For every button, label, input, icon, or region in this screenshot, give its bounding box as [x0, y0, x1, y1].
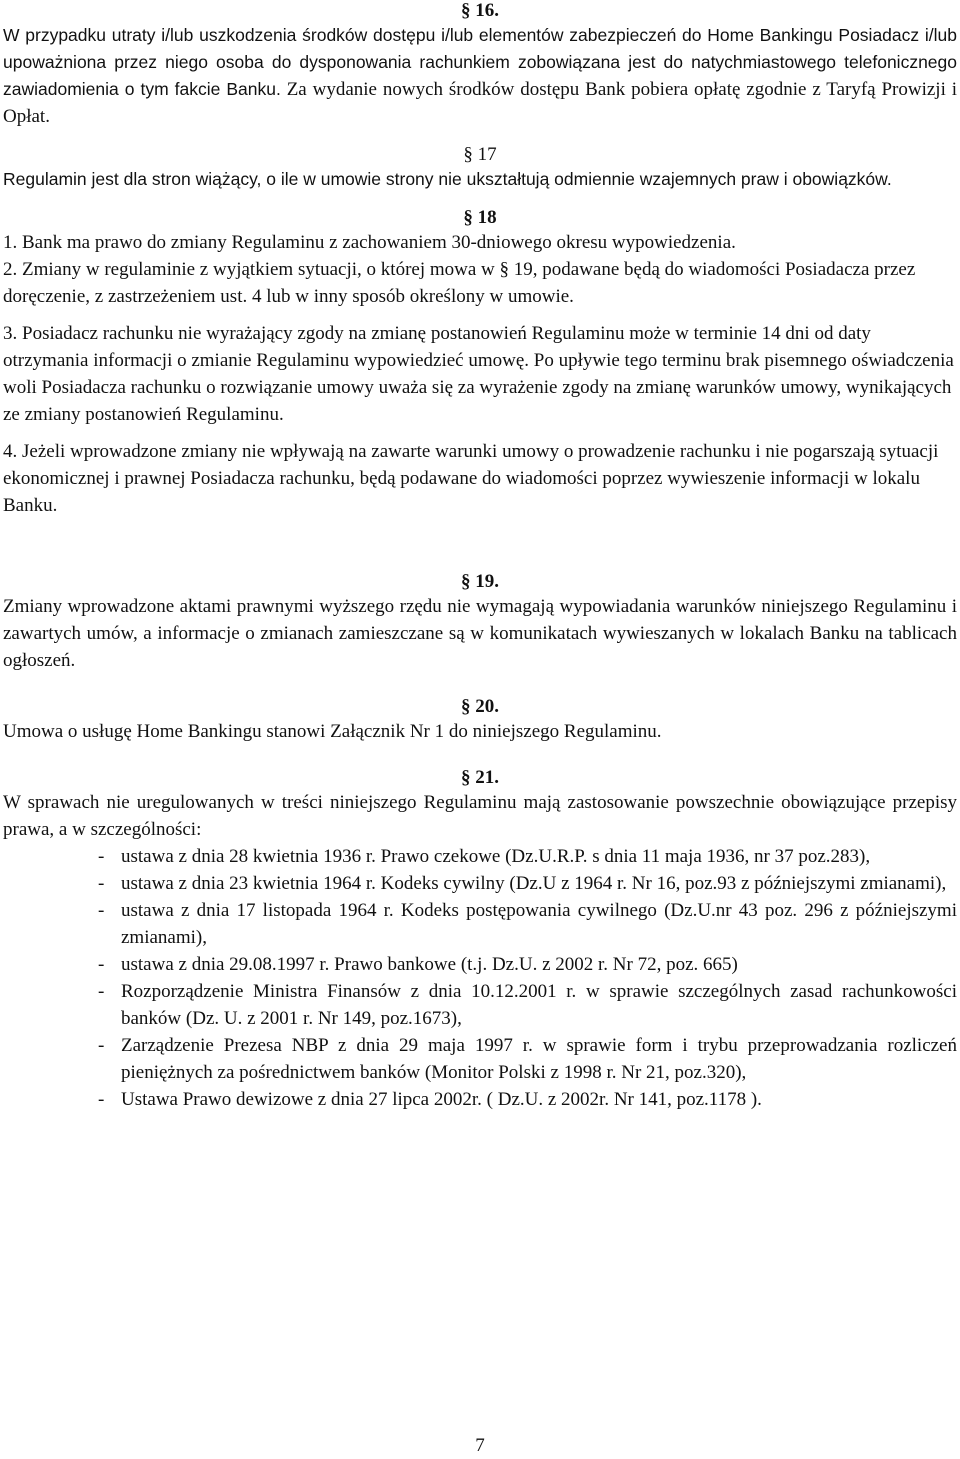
section-16-text: [3, 22, 957, 130]
page-number: 7: [475, 1435, 485, 1456]
legal-reference-item: - ustawa z dnia 29.08.1997 r. Prawo bankowe (t.j. Dz.U. z 2002 r. Nr 72, poz. 665): [3, 951, 957, 978]
section-19-heading: § 19.: [461, 571, 499, 592]
section-16-lead: W przypadku utraty i/lub uszkodzenia środków dostępu i/lub elementów zabezpieczeń do Home Bankingu Posiadacz i/lub upoważniona przez niego osoba do dysponowania rachunkiem zobowiązana jest do natychmiastowego telefonicznego zawiadomienia o tym fakcie Banku.: [3, 25, 957, 99]
section-19: [3, 571, 957, 674]
section-17: [3, 144, 957, 193]
section-18-item: 2. Zmiany w regulaminie z wyjątkiem sytuacji, o której mowa w § 19, podawane będą do wiadomości Posiadacza przez doręczenie, z zastrzeżeniem ust. 4 lub w inny sposób określony w umowie.: [3, 259, 916, 307]
legal-reference-item: - Ustawa Prawo dewizowe z dnia 27 lipca 2002r. ( Dz.U. z 2002r. Nr 141, poz.1178 ).: [3, 1086, 957, 1113]
legal-reference-item: - ustawa z dnia 28 kwietnia 1936 r. Prawo czekowe (Dz.U.R.P. s dnia 11 maja 1936, nr 37 poz.283),: [3, 843, 957, 870]
section-18: [3, 207, 957, 519]
list-dash: -: [98, 1035, 105, 1056]
section-18-item: 3. Posiadacz rachunku nie wyrażający zgody na zmianę postanowień Regulaminu może w terminie 14 dni od daty otrzymania informacji o zmianie Regulaminu wypowiedzieć umowę. Po upływie tego terminu brak pisemnego oświadczenia woli Posiadacza rachunku o rozwiązanie umowy uważa się za wyrażenie zgody na zmianę warunków umowy, wynikających ze zmiany postanowień Regulaminu.: [3, 323, 954, 425]
legal-references-list: [3, 843, 957, 1113]
section-16-tail: Za wydanie nowych środków dostępu Bank pobiera opłatę zgodnie z Taryfą Prowizji i Opłat.: [3, 79, 957, 127]
document-page: [3, 0, 957, 1113]
list-dash: -: [98, 1089, 105, 1110]
section-19-text: Zmiany wprowadzone aktami prawnymi wyższego rzędu nie wymagają wypowiadania warunków niniejszego Regulaminu i zawartych umów, a informacje o zmianach zamieszczane są w komunikatach wywieszanych w lokalach Banku na tablicach ogłoszeń.: [3, 596, 957, 671]
list-dash: -: [98, 954, 105, 975]
section-18-list: [3, 229, 957, 519]
section-20-text: Umowa o usługę Home Bankingu stanowi Załącznik Nr 1 do niniejszego Regulaminu.: [3, 721, 662, 742]
list-dash: -: [98, 846, 105, 867]
legal-reference-item: - ustawa z dnia 23 kwietnia 1964 r. Kodeks cywilny (Dz.U z 1964 r. Nr 16, poz.93 z późniejszymi zmianami),: [3, 870, 957, 897]
list-dash: -: [98, 873, 105, 894]
section-21-text: W sprawach nie uregulowanych w treści niniejszego Regulaminu mają zastosowanie powszechnie obowiązujące przepisy prawa, a w szczególności:: [3, 792, 957, 840]
section-18-item: 4. Jeżeli wprowadzone zmiany nie wpływają na zawarte warunki umowy o prowadzenie rachunku i nie pogarszają sytuacji ekonomicznej i prawnej Posiadacza rachunku, będą podawane do wiadomości poprzez wywieszenie informacji w lokalu Banku.: [3, 441, 939, 516]
section-21-heading: § 21.: [461, 767, 499, 788]
section-20-heading: § 20.: [461, 696, 499, 717]
section-17-heading: § 17: [463, 144, 497, 165]
list-dash: -: [98, 900, 105, 921]
section-18-heading: § 18: [463, 207, 497, 228]
legal-reference-item: - Rozporządzenie Ministra Finansów z dnia 10.12.2001 r. w sprawie szczególnych zasad rachunkowości banków (Dz. U. z 2001 r. Nr 149, poz.1673),: [3, 978, 957, 1032]
section-18-item: 1. Bank ma prawo do zmiany Regulaminu z zachowaniem 30-dniowego okresu wypowiedzenia.: [3, 232, 736, 253]
legal-reference-item: - ustawa z dnia 17 listopada 1964 r. Kodeks postępowania cywilnego (Dz.U.nr 43 poz. 296 z późniejszymi zmianami),: [3, 897, 957, 951]
legal-reference-item: - Zarządzenie Prezesa NBP z dnia 29 maja 1997 r. w sprawie form i trybu przeprowadzania rozliczeń pieniężnych za pośrednictwem banków (Monitor Polski z 1998 r. Nr 21, poz.320),: [3, 1032, 957, 1086]
section-21: [3, 767, 957, 1113]
section-16: [3, 0, 957, 130]
section-17-text: Regulamin jest dla stron wiążący, o ile w umowie strony nie ukształtują odmiennie wzajemnych praw i obowiązków.: [3, 169, 892, 189]
section-20: [3, 696, 957, 745]
list-dash: -: [98, 981, 105, 1002]
section-16-heading: § 16.: [461, 0, 499, 21]
